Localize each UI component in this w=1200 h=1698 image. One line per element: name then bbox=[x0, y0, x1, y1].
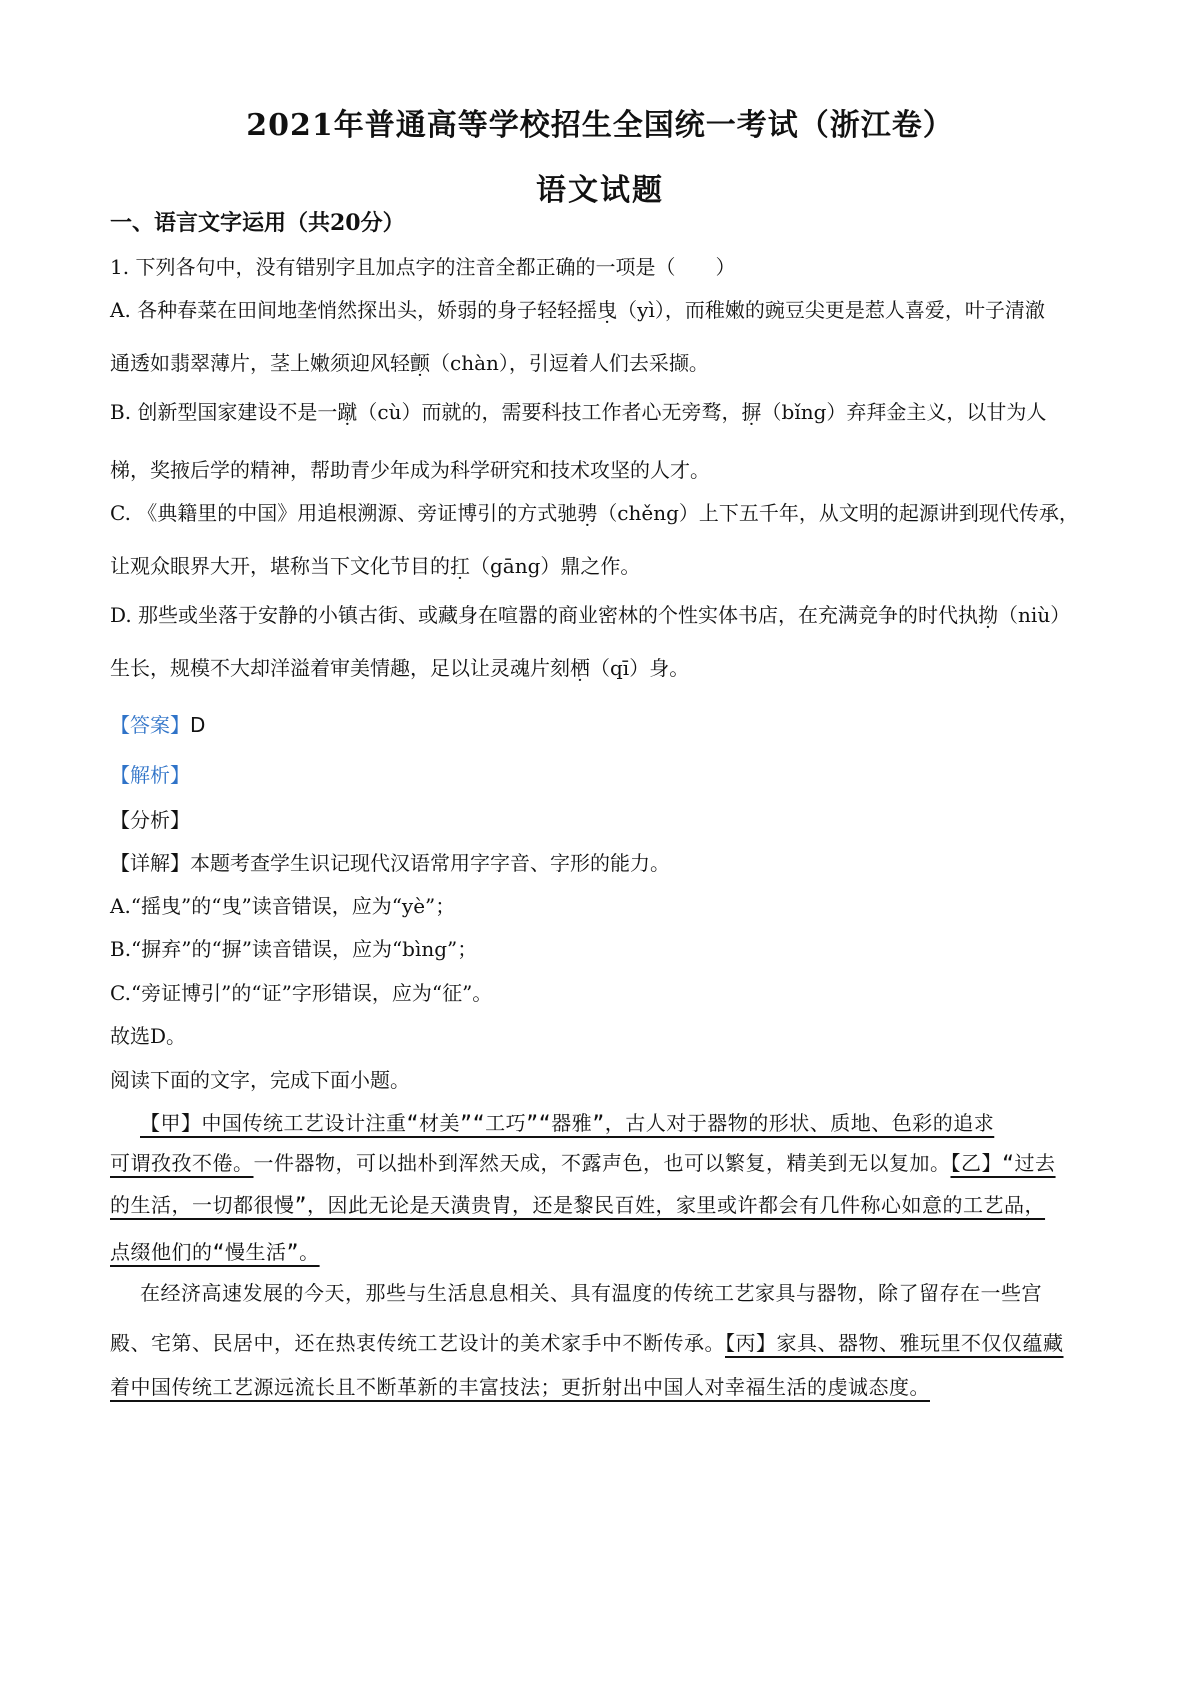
passage-p1-line-1: 【甲】中国传统工艺设计注重“材美”“工巧”“器雅”，古人对于器物的形状、质地、色彩的追求 bbox=[140, 1111, 995, 1135]
text-span: （yì），而稚嫩的豌豆尖更是惹人喜爱，叶子清澈 bbox=[617, 298, 1045, 322]
text-span: （niù） bbox=[998, 603, 1071, 627]
question-stem: 1. 下列各句中，没有错别字且加点字的注音全都正确的一项是（ ） bbox=[110, 255, 736, 279]
text-span: 通透如翡翠薄片，茎上嫩须迎风轻 bbox=[110, 351, 410, 375]
dotted-char: 栖 bbox=[570, 656, 590, 680]
text-span: 一件器物，可以拙朴到浑然天成，不露声色，也可以繁复，精美到无以复加。 bbox=[253, 1151, 951, 1175]
text-span: 生长，规模不大却洋溢着审美情趣，足以让灵魂片刻 bbox=[110, 656, 570, 680]
analysis-a: A.“摇曳”的“曳”读音错误，应为“yè”； bbox=[110, 894, 456, 918]
option-b-line-2: 梯，奖掖后学的精神，帮助青少年成为科学研究和技术攻坚的人才。 bbox=[110, 458, 710, 482]
underlined-span: 【乙】“过去 bbox=[950, 1151, 1056, 1175]
dotted-char: 颤 bbox=[410, 351, 430, 375]
dotted-char: 曳 bbox=[597, 298, 618, 322]
dotted-char: 扛 bbox=[450, 554, 470, 578]
option-b-line-1 bbox=[110, 397, 1100, 427]
answer-label: 【答案】 bbox=[110, 713, 190, 737]
option-c-line-2 bbox=[110, 551, 1100, 581]
analysis-fenxi: 【分析】 bbox=[110, 808, 190, 832]
text-span: （cù）而就的，需要科技工作者心无旁骛， bbox=[357, 400, 742, 424]
analysis-b: B.“摒弃”的“摒”读音错误，应为“bìng”； bbox=[110, 937, 478, 961]
text-span: A. 各种春菜在田间地垄悄然探出头，娇弱的身子轻轻摇 bbox=[110, 298, 598, 322]
option-c-line-1 bbox=[110, 498, 1100, 528]
option-a-line-2 bbox=[110, 348, 1100, 378]
passage-p1-line-2 bbox=[110, 1148, 1100, 1178]
text-span: （gāng）鼎之作。 bbox=[470, 554, 641, 578]
answer-value: D bbox=[190, 713, 206, 737]
passage-p1-line-3: 的生活，一切都很慢”，因此无论是天潢贵胄，还是黎民百姓，家里或许都会有几件称心如意的工艺品， bbox=[110, 1193, 1046, 1217]
text-span: C. 《典籍里的中国》用追根溯源、旁证博引的方式驰 bbox=[110, 501, 578, 525]
text-span: （bǐng）弃拜金主义，以甘为人 bbox=[761, 400, 1047, 424]
analysis-c: C.“旁证博引”的“证”字形错误，应为“征”。 bbox=[110, 981, 493, 1005]
dotted-char: 骋 bbox=[577, 501, 598, 525]
analysis-conclusion: 故选D。 bbox=[110, 1024, 187, 1048]
text-span: 殿、宅第、民居中，还在热衷传统工艺设计的美术家手中不断传承。 bbox=[110, 1331, 725, 1355]
exam-title: 2021年普通高等学校招生全国统一考试（浙江卷） bbox=[246, 108, 954, 143]
reading-intro: 阅读下面的文字，完成下面小题。 bbox=[110, 1068, 410, 1092]
dotted-char: 蹴 bbox=[337, 400, 358, 424]
text-span: （chàn），引逗着人们去采撷。 bbox=[430, 351, 709, 375]
text-span: （chěng）上下五千年，从文明的起源讲到现代传承， bbox=[597, 501, 1079, 525]
option-a-line-1 bbox=[110, 295, 1100, 325]
text-span: B. 创新型国家建设不是一 bbox=[110, 400, 338, 424]
dotted-char: 摒 bbox=[741, 400, 762, 424]
option-d-line-1 bbox=[110, 600, 1100, 630]
dotted-char: 拗 bbox=[978, 603, 999, 627]
underlined-span: 可谓孜孜不倦。 bbox=[110, 1151, 254, 1175]
text-span: （qī）身。 bbox=[590, 656, 690, 680]
section-heading: 一、语言文字运用（共20分） bbox=[110, 210, 405, 236]
text-span: D. 那些或坐落于安静的小镇古街、或藏身在喧嚣的商业密林的个性实体书店，在充满竞争的时代执 bbox=[110, 603, 979, 627]
text-span: 让观众眼界大开，堪称当下文化节目的 bbox=[110, 554, 450, 578]
analysis-detail: 【详解】本题考查学生识记现代汉语常用字字音、字形的能力。 bbox=[110, 851, 670, 875]
passage-p2-line-2 bbox=[110, 1328, 1100, 1358]
answer-line bbox=[110, 710, 1100, 740]
exam-subtitle: 语文试题 bbox=[536, 173, 664, 208]
passage-p1-line-4: 点缀他们的“慢生活”。 bbox=[110, 1240, 320, 1264]
passage-p2-line-1: 在经济高速发展的今天，那些与生活息息相关、具有温度的传统工艺家具与器物，除了留存在一些宫 bbox=[140, 1281, 1042, 1305]
analysis-label: 【解析】 bbox=[110, 763, 190, 787]
underlined-span: 【丙】家具、器物、雅玩里不仅仅蕴藏 bbox=[725, 1331, 1064, 1355]
passage-p2-line-3: 着中国传统工艺源远流长且不断革新的丰富技法；更折射出中国人对幸福生活的虔诚态度。 bbox=[110, 1375, 930, 1399]
option-d-line-2 bbox=[110, 653, 1100, 683]
